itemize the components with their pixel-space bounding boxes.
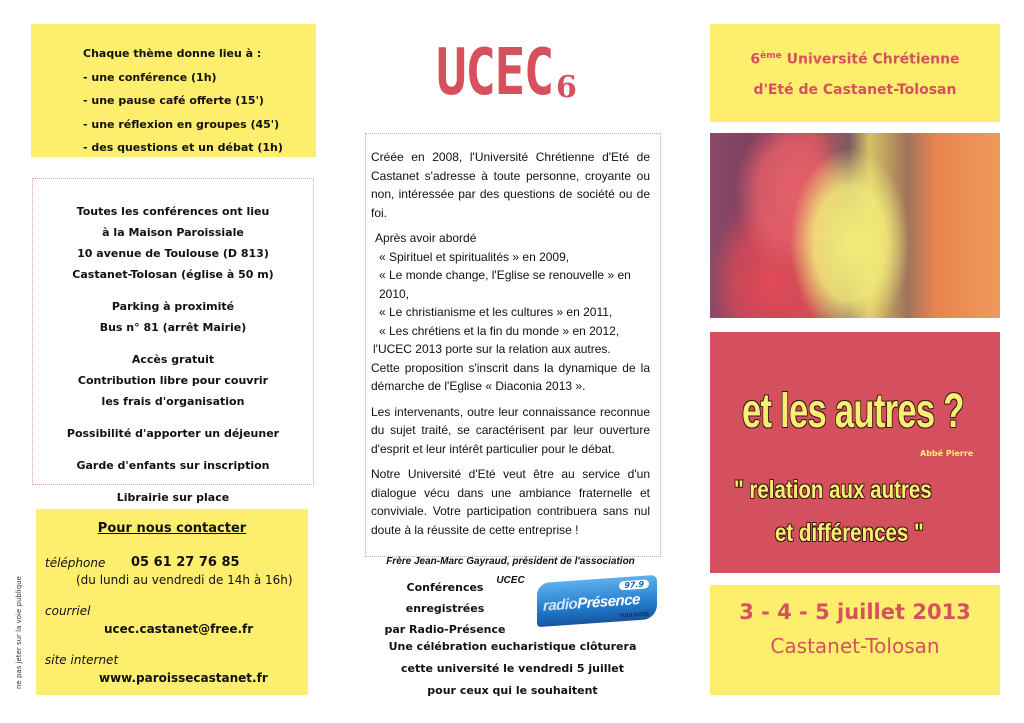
event-dates: 3 - 4 - 5 juillet 2013 [739, 600, 971, 624]
header-line-1 [710, 41, 1000, 75]
radio-line: Conférences enregistrées [405, 581, 485, 615]
venue-line: Castanet-Tolosan (église à 50 m) [72, 268, 274, 281]
list-intro: Après avoir abordé [375, 231, 477, 245]
radio-name [543, 591, 640, 615]
previous-themes-list [371, 229, 650, 359]
venue-line: Librairie sur place [116, 491, 230, 504]
ucec-logo [436, 36, 582, 110]
signature: Frère Jean-Marc Gayraud, président de l'association UCEC [386, 556, 635, 586]
themes-box [31, 24, 316, 157]
venue-bookshop [33, 487, 313, 508]
radio-name-b: Présence [577, 590, 640, 613]
intro-paragraph: Les intervenants, outre leur connaissance reconnue du sujet traité, se caractérisent par leur ouverture d'esprit et leur intérêt particulier pour le débat. [371, 404, 650, 456]
header-line-2: d'Eté de Castanet-Tolosan [753, 81, 957, 98]
event-dates-box [710, 585, 1000, 695]
venue-info-box [32, 178, 314, 504]
contact-box [36, 509, 308, 695]
vertical-legal-note [8, 576, 23, 690]
theme-item: - des questions et un débat (1h) [83, 141, 283, 154]
theme-box [710, 332, 1000, 573]
website-label: site internet [45, 653, 119, 667]
edition-suffix: ème [760, 51, 782, 61]
venue-line: les frais d'organisation [101, 395, 245, 408]
mass-line: pour ceux qui le souhaitent [427, 684, 598, 697]
watercolor-faces-illustration [710, 133, 1000, 318]
venue-line: Toutes les conférences ont lieu [76, 205, 270, 218]
phone-hours: (du lundi au vendredi de 14h à 16h) [76, 573, 293, 587]
venue-childcare [33, 455, 313, 476]
radio-presence-logo [537, 575, 657, 627]
header-title-text: Université Chrétienne [781, 51, 960, 68]
mass-line: cette université le vendredi 5 juillet [400, 662, 624, 675]
themes-intro: Chaque thème donne lieu à : [83, 47, 262, 60]
venue-pricing [33, 349, 313, 412]
previous-theme: « Le monde change, l'Eglise se renouvelle » en 2010, [379, 268, 631, 301]
event-city: Castanet-Tolosan [770, 634, 940, 658]
edition-number: 6 [750, 51, 761, 68]
venue-line: Bus n° 81 (arrêt Mairie) [99, 321, 247, 334]
venue-transport [33, 296, 313, 338]
venue-location [33, 201, 313, 285]
email-label: courriel [45, 604, 91, 618]
mass-line: Une célébration eucharistique clôturera [388, 640, 637, 653]
intro-paragraph: Cette proposition s'inscrit dans la dynamique de la démarche de l'Eglise « Diaconia 2013 ». [371, 360, 650, 393]
theme-item: - une réflexion en groupes (45') [83, 117, 280, 131]
phone-label: téléphone [45, 556, 106, 570]
venue-line: Garde d'enfants sur inscription [76, 459, 270, 472]
venue-line: 10 avenue de Toulouse (D 813) [77, 247, 269, 260]
radio-name-a: radio [543, 595, 578, 615]
previous-theme: « Spirituel et spiritualités » en 2009, [379, 249, 570, 264]
logo-main: UCEC [436, 36, 553, 110]
theme-title: et les autres ? [742, 385, 964, 438]
theme-subtitle-line-1: " relation aux autres [734, 476, 932, 504]
venue-line: Possibilité d'apporter un déjeuner [66, 427, 280, 440]
website-link[interactable]: www.paroissecastanet.fr [99, 671, 268, 685]
venue-line: Accès gratuit [131, 353, 215, 366]
intro-paragraph: Notre Université d'Eté veut être au service d'un dialogue vécu dans une ambiance fraternelle et conviviale. Votre participation contribuera sans nul doute à la réussite de cette entreprise ! [371, 467, 650, 537]
radio-line: par Radio-Présence [384, 623, 506, 636]
venue-line: Parking à proximité [111, 300, 235, 313]
radio-city: TOULOUSE [618, 611, 649, 620]
theme-item: - une pause café offerte (15') [83, 94, 264, 107]
radio-recording-note [370, 577, 520, 640]
legal-note-text: ne pas jeter sur la voie publique [15, 576, 23, 689]
venue-line: à la Maison Paroissiale [102, 226, 244, 239]
theme-item: - une conférence (1h) [83, 70, 217, 84]
previous-theme: « Les chrétiens et la fin du monde » en 2012, [379, 323, 620, 338]
logo-edition: 6 [556, 70, 575, 105]
event-header [710, 24, 1000, 122]
venue-lunch [33, 423, 313, 444]
mass-announcement [370, 636, 655, 702]
theme-subtitle-line-2: et différences " [775, 519, 924, 547]
radio-frequency: 97.9 [619, 579, 649, 590]
email-link[interactable]: ucec.castanet@free.fr [104, 622, 254, 636]
current-theme-line: l'UCEC 2013 porte sur la relation aux autres. [373, 342, 611, 356]
previous-theme: « Le christianisme et les cultures » en 2011, [379, 305, 613, 319]
phone-number[interactable]: 05 61 27 76 85 [131, 555, 240, 570]
intro-paragraph: Créée en 2008, l'Université Chrétienne d'Eté de Castanet s'adresse à toute personne, croyante ou non, intéressée par des questions de société ou de foi. [371, 150, 650, 220]
venue-line: Contribution libre pour couvrir [77, 374, 269, 387]
contact-title: Pour nous contacter [97, 521, 247, 536]
theme-author: Abbé Pierre [920, 449, 974, 458]
